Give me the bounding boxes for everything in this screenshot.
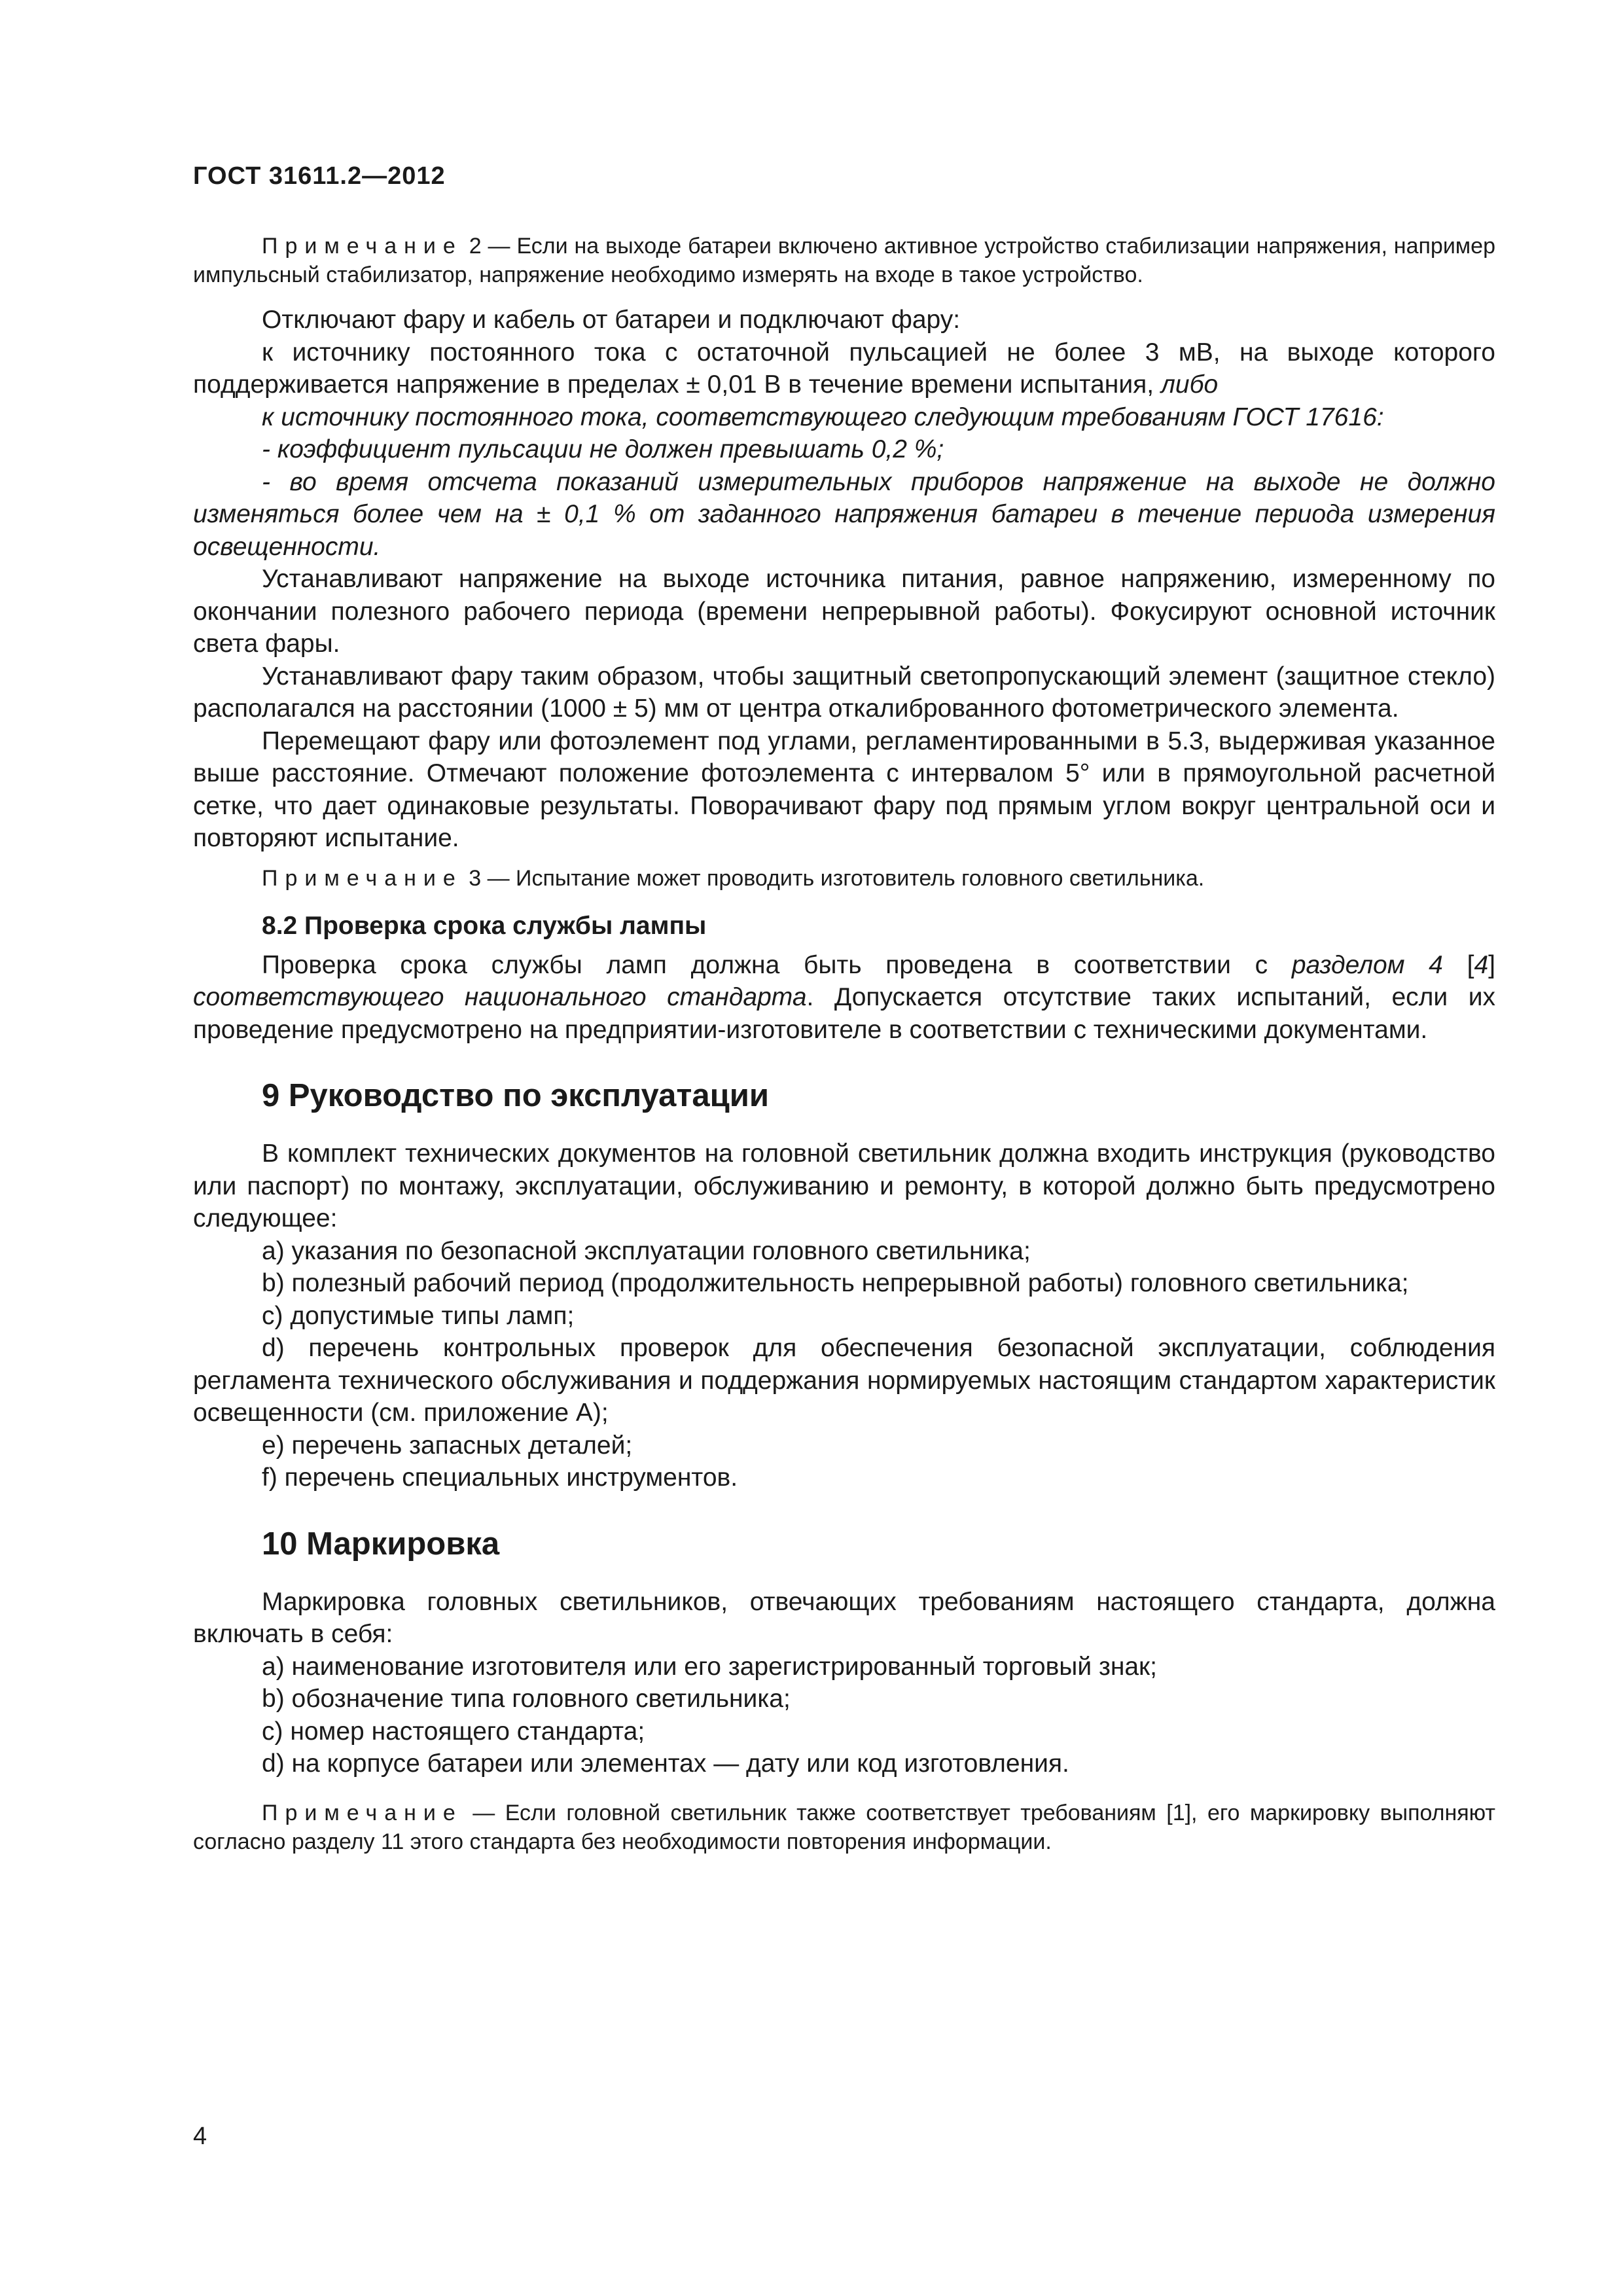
list-item: b) полезный рабочий период (продолжительность непрерывной работы) головного светильника; [262, 1269, 1409, 1297]
note-text: 2 — Если на выходе батареи включено активное устройство стабилизации напряжения, например импульсный стабилизатор, напряжение необходимо измерять на входе в такое устройство. [193, 234, 1495, 287]
list-item-italic: - коэффициент пульсации не должен превышать 0,2 %; [262, 435, 944, 463]
paragraph: Маркировка головных светильников, отвечающих требованиям настоящего стандарта, должна включать в себя: [193, 1587, 1495, 1648]
section-heading-10: 10 Маркировка [262, 1526, 500, 1562]
list-item: d) перечень контрольных проверок для обеспечения безопасной эксплуатации, соблюдения регламента технического обслуживания и поддержания нормируемых настоящим стандартом характеристик освещенности (см. приложение А); [193, 1334, 1495, 1427]
section-heading-9: 9 Руководство по эксплуатации [262, 1078, 769, 1113]
paragraph-italic: к источнику постоянного тока, соответствующего следующим требованиям ГОСТ 17616: [262, 403, 1384, 431]
list-item-italic: - во время отсчета показаний измерительных приборов напряжение на выходе не должно изменяться более чем на ± 0,1 % от заданного напряжения батареи в течение периода измерения освещенности. [193, 467, 1495, 561]
italic-text: разделом 4 [1291, 950, 1443, 979]
list-item: b) обозначение типа головного светильника; [262, 1685, 791, 1713]
list-item: a) указания по безопасной эксплуатации головного светильника; [262, 1236, 1031, 1265]
note-final [193, 1799, 1495, 1856]
note-2 [193, 232, 1495, 289]
paragraph: Устанавливают фару таким образом, чтобы защитный светопропускающий элемент (защитное стекло) располагался на расстоянии (1000 ± 5) мм от центра откалиброванного фотометрического элемента. [193, 662, 1495, 723]
text-run: Проверка срока службы ламп должна быть проведена в соответствии с [262, 950, 1292, 979]
italic-text: либо [1160, 370, 1219, 399]
list-item: c) допустимые типы ламп; [262, 1301, 575, 1330]
paragraph: Перемещают фару или фотоэлемент под углами, регламентированными в 5.3, выдерживая указанное выше расстояние. Отмечают положение фотоэлемента с интервалом 5° или в прямоугольной расчетной сетке, что дает одинаковые результаты. Поворачивают фару под прямым углом вокруг центральной оси и повторяют испытание. [193, 726, 1495, 852]
text-run: . Допускается отсутствие таких испытаний, если их проведение предусмотрено на предприятии-изготовителе в соответствии с техническими документами. [193, 983, 1495, 1044]
paragraph [193, 949, 1495, 1047]
note-label: Примечание [262, 234, 463, 259]
spacer [193, 1780, 1495, 1789]
list-item: f) перечень специальных инструментов. [262, 1463, 738, 1492]
list-item: a) наименование изготовителя или его зарегистрированный торговый знак; [262, 1652, 1157, 1681]
note-label: Примечание [262, 1800, 463, 1825]
italic-text: соответствующего национального стандарта [193, 983, 807, 1011]
text-run: [ [1442, 950, 1474, 979]
list-item: e) перечень запасных деталей; [262, 1431, 633, 1460]
list-item: c) номер настоящего стандарта; [262, 1717, 645, 1746]
paragraph: Устанавливают напряжение на выходе источника питания, равное напряжению, измеренному по окончании полезного рабочего периода (времени непрерывной работы). Фокусируют основной источник света фары. [193, 565, 1495, 658]
section-heading-8-2: 8.2 Проверка срока службы лампы [262, 911, 707, 940]
list-item: d) на корпусе батареи или элементах — дату или код изготовления. [262, 1749, 1069, 1778]
italic-text: 4 [1474, 950, 1489, 979]
document-header: ГОСТ 31611.2—2012 [193, 162, 446, 190]
paragraph [193, 336, 1495, 401]
paragraph: В комплект технических документов на головной светильник должна входить инструкция (руководство или паспорт) по монтажу, эксплуатации, обслуживанию и ремонту, в которой должно быть предусмотрено следующее: [193, 1139, 1495, 1232]
text-run: ] [1488, 950, 1495, 979]
note-label: Примечание [262, 865, 463, 891]
paragraph: Отключают фару и кабель от батареи и подключают фару: [262, 306, 961, 334]
page-number: 4 [193, 2123, 207, 2150]
note-3 [193, 864, 1495, 893]
note-text: — Если головной светильник также соответствует требованиям [1], его маркировку выполняют согласно разделу 11 этого стандарта без необходимости повторения информации. [193, 1800, 1495, 1854]
text-run: к источнику постоянного тока с остаточной пульсацией не более 3 мВ, на выходе которого поддерживается напряжение в пределах ± 0,01 В в течение времени испытания, [193, 338, 1495, 399]
page-content [193, 223, 1495, 1871]
note-text: 3 — Испытание может проводить изготовитель головного светильника. [462, 865, 1205, 891]
